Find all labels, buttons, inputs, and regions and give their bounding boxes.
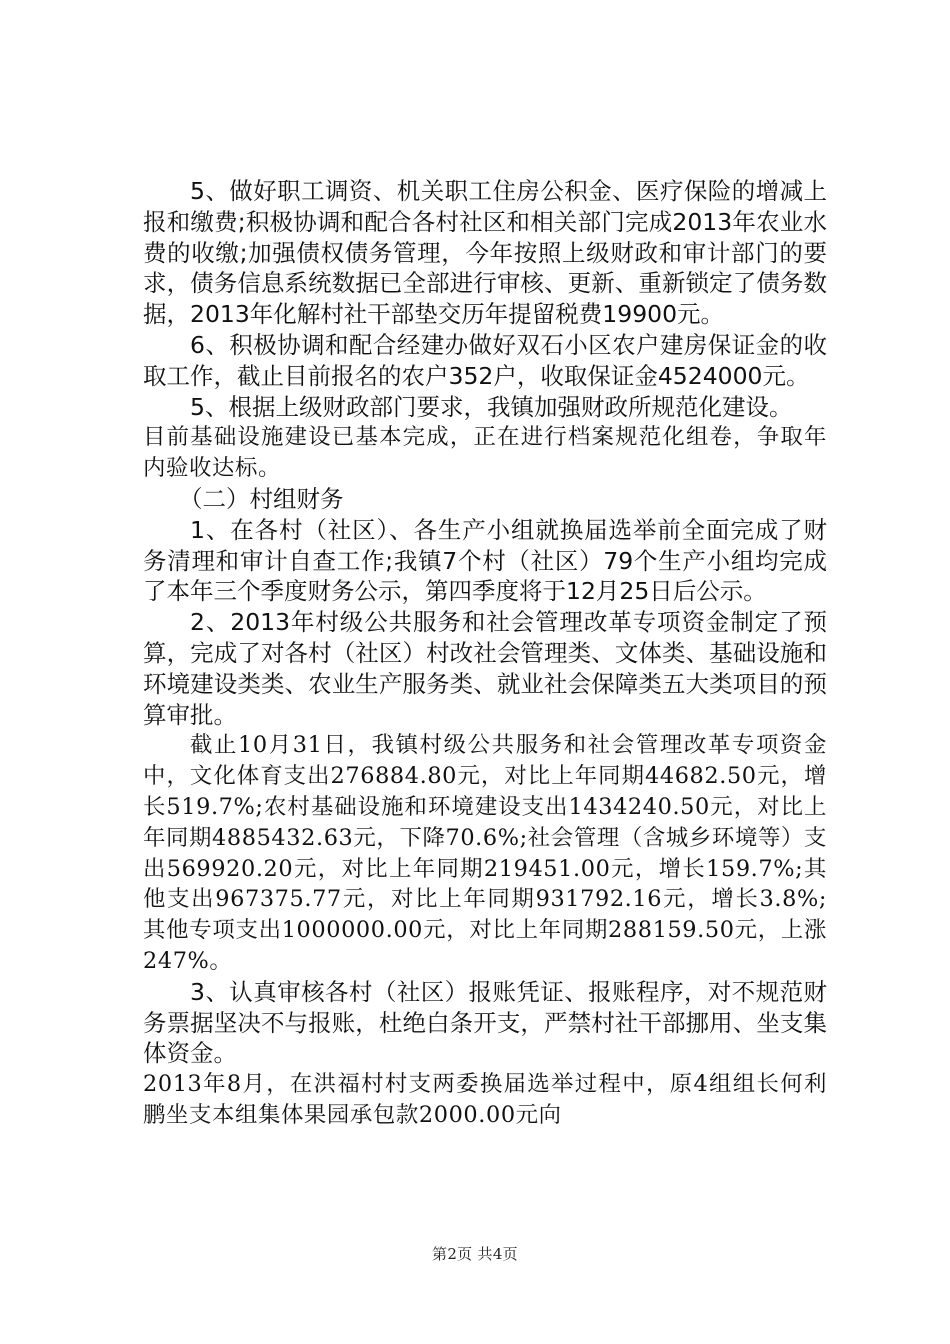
document-body bbox=[143, 176, 827, 1131]
paragraph-budget: 2、2013年村级公共服务和社会管理改革专项资金制定了预算，完成了对各村（社区）村改社会管理类、文体类、基础设施和环境建设类类、农业生产服务类、就业社会保障类五大类项目的预算审批。 bbox=[143, 608, 827, 729]
section-heading-village-finance: （二）村组财务 bbox=[179, 484, 344, 513]
paragraph-payroll-debt: 5、做好职工调资、机关职工住房公积金、医疗保险的增减上报和缴费;积极协调和配合各村社区和相关部门完成2013年农业水费的收缴;加强债权债务管理，今年按照上级财政和审计部门的要求，债务信息系统数据已全部进行审核、更新、重新锁定了债务数据，2013年化解村社干部垫交历年提留税费19900元。 bbox=[143, 177, 827, 329]
paragraph-housing-deposit: 6、积极协调和配合经建办做好双石小区农户建房保证金的收取工作，截止目前报名的农户352户，收取保证金4524000元。 bbox=[143, 330, 827, 390]
paragraph-audit: 1、在各村（社区）、各生产小组就换届选举前全面完成了财务清理和审计自查工作;我镇7个村（社区）79个生产小组均完成了本年三个季度财务公示，第四季度将于12月25日后公示。 bbox=[143, 515, 827, 606]
paragraph-finance-office: 5、根据上级财政部门要求，我镇加强财政所规范化建设。 bbox=[190, 392, 793, 421]
paragraph-expenditure-stats: 截止10月31日，我镇村级公共服务和社会管理改革专项资金中，文化体育支出276884.80元，对比上年同期44682.50元，增长519.7%;农村基础设施和环境建设支出1434240.50元，对比上年同期4885432.63元，下降70.6%;社会管理（含城乡环境等）支出569920.20元，对比上年同期219451.00元，增长159.7%;其他支出967375.77元，对比上年同期931792.16元，增长3.8%;其他专项支出1000000.00元，对比上年同期288159.50元，上涨247%。 bbox=[143, 732, 827, 974]
paragraph-review: 3、认真审核各村（社区）报账凭证、报账程序，对不规范财务票据坚决不与报账，杜绝白条开支，严禁村社干部挪用、坐支集体资金。 bbox=[143, 977, 827, 1068]
paragraph-case: 2013年8月，在洪福村村支两委换届选举过程中，原4组组长何利鹏坐支本组集体果园承包款2000.00元向 bbox=[143, 1071, 827, 1128]
paragraph-infrastructure: 目前基础设施建设已基本完成，正在进行档案规范化组卷，争取年内验收达标。 bbox=[143, 424, 827, 482]
page-footer: 第2页 共4页 bbox=[432, 1245, 518, 1263]
